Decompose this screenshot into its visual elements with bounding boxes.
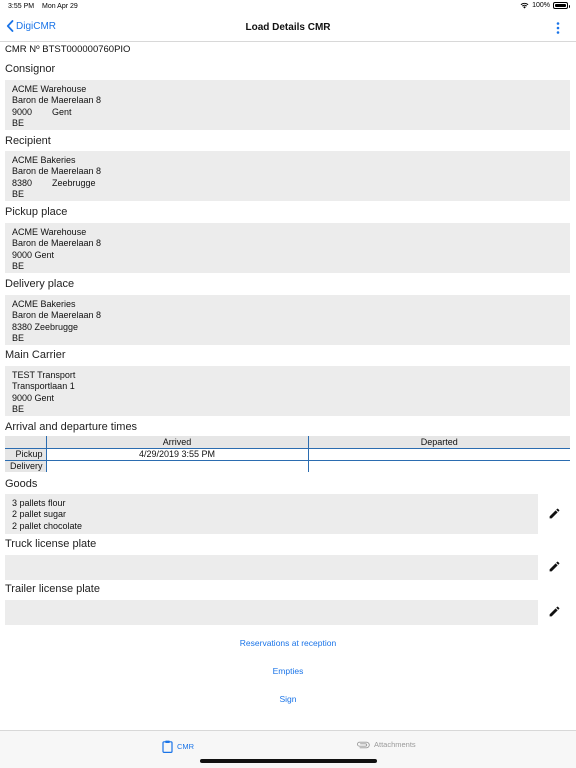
- pickup-postcode-city: 9000 Gent: [12, 249, 55, 260]
- delivery-place-label: Delivery place: [5, 278, 75, 290]
- times-table: [5, 436, 570, 472]
- delivery-arrived-cell[interactable]: [46, 460, 308, 472]
- times-label: Arrival and departure times: [5, 421, 138, 433]
- consignor-country: BE: [12, 118, 25, 129]
- recipient-label: Recipient: [5, 135, 51, 147]
- page-title: Load Details CMR: [245, 22, 331, 33]
- goods-line: 2 pallet sugar: [12, 509, 67, 520]
- clipboard-icon: [162, 740, 173, 753]
- pencil-icon: [548, 605, 561, 618]
- more-options-button[interactable]: [556, 21, 566, 35]
- consignor-city-line: [12, 107, 563, 118]
- tab-attachments[interactable]: [356, 740, 416, 749]
- edit-goods-button[interactable]: [548, 507, 562, 521]
- times-corner: [5, 436, 46, 448]
- battery-percent: 100%: [532, 2, 550, 9]
- edit-trailer-plate-button[interactable]: [548, 605, 562, 619]
- goods-label: Goods: [5, 478, 38, 490]
- pickup-street: Baron de Maerelaan 8: [12, 238, 102, 249]
- tab-attachments-label: Attachments: [374, 740, 416, 749]
- carrier-country: BE: [12, 404, 25, 415]
- pickup-arrived-cell[interactable]: 4/29/2019 3:55 PM: [46, 448, 308, 460]
- consignor-box: [5, 80, 570, 130]
- times-header-row: [5, 436, 570, 448]
- reservations-button[interactable]: Reservations at reception: [239, 638, 337, 648]
- delivery-departed-cell[interactable]: [308, 460, 570, 472]
- recipient-street: Baron de Maerelaan 8: [12, 166, 102, 177]
- goods-line: 3 pallets flour: [12, 498, 66, 508]
- recipient-box: [5, 151, 570, 201]
- recipient-country: BE: [12, 189, 25, 200]
- tab-cmr[interactable]: [162, 740, 194, 753]
- paperclip-icon: [356, 741, 370, 749]
- status-time: 3:55 PM: [8, 3, 35, 10]
- delivery-row-label: Delivery: [5, 460, 46, 472]
- recipient-city-line: [12, 178, 563, 189]
- carrier-company: TEST Transport: [12, 370, 76, 380]
- cmr-number: CMR Nº BTST000000760PIO: [5, 44, 131, 55]
- delivery-street: Baron de Maerelaan 8: [12, 310, 102, 321]
- status-date: Mon Apr 29: [42, 3, 78, 10]
- pickup-departed-cell[interactable]: [308, 448, 570, 460]
- table-row: [5, 460, 570, 472]
- wifi-icon: [520, 2, 529, 9]
- sign-button[interactable]: Sign: [279, 694, 297, 704]
- consignor-company: ACME Warehouse: [12, 84, 87, 94]
- empties-button[interactable]: Empties: [272, 666, 304, 676]
- carrier-postcode-city: 9000 Gent: [12, 392, 55, 403]
- pickup-place-label: Pickup place: [5, 206, 68, 218]
- arrived-header: Arrived: [46, 436, 308, 448]
- consignor-city: Gent: [52, 106, 72, 117]
- consignor-street: Baron de Maerelaan 8: [12, 95, 102, 106]
- table-row: [5, 448, 570, 460]
- pickup-company: ACME Warehouse: [12, 227, 87, 237]
- main-carrier-label: Main Carrier: [5, 349, 66, 361]
- home-indicator: [200, 759, 377, 763]
- recipient-postcode: 8380: [12, 177, 33, 188]
- battery-icon: [553, 2, 568, 9]
- pencil-icon: [548, 560, 561, 573]
- edit-truck-plate-button[interactable]: [548, 560, 562, 574]
- pickup-place-box: [5, 223, 570, 273]
- carrier-street: Transportlaan 1: [12, 381, 75, 392]
- recipient-city: Zeebrugge: [52, 177, 96, 188]
- status-right: [520, 2, 568, 9]
- goods-box: [5, 494, 538, 534]
- tab-cmr-label: CMR: [177, 742, 195, 751]
- consignor-label: Consignor: [5, 63, 56, 75]
- navigation-bar: [0, 14, 576, 42]
- delivery-postcode-city: 8380 Zeebrugge: [12, 321, 79, 332]
- recipient-company: ACME Bakeries: [12, 155, 76, 165]
- departed-header: Departed: [308, 436, 570, 448]
- goods-line: 2 pallet chocolate: [12, 520, 83, 531]
- status-bar: [0, 0, 576, 14]
- back-label: DigiCMR: [16, 20, 56, 32]
- pickup-country: BE: [12, 261, 25, 272]
- consignor-postcode: 9000: [12, 106, 33, 117]
- delivery-company: ACME Bakeries: [12, 299, 76, 309]
- truck-plate-label: Truck license plate: [5, 538, 97, 550]
- main-carrier-box: [5, 366, 570, 416]
- pickup-row-label: Pickup: [5, 448, 46, 460]
- truck-plate-input[interactable]: [5, 555, 538, 580]
- pencil-icon: [548, 507, 561, 520]
- delivery-place-box: [5, 295, 570, 345]
- trailer-plate-label: Trailer license plate: [5, 583, 100, 595]
- delivery-country: BE: [12, 333, 25, 344]
- more-vertical-icon: [556, 22, 560, 34]
- trailer-plate-input[interactable]: [5, 600, 538, 625]
